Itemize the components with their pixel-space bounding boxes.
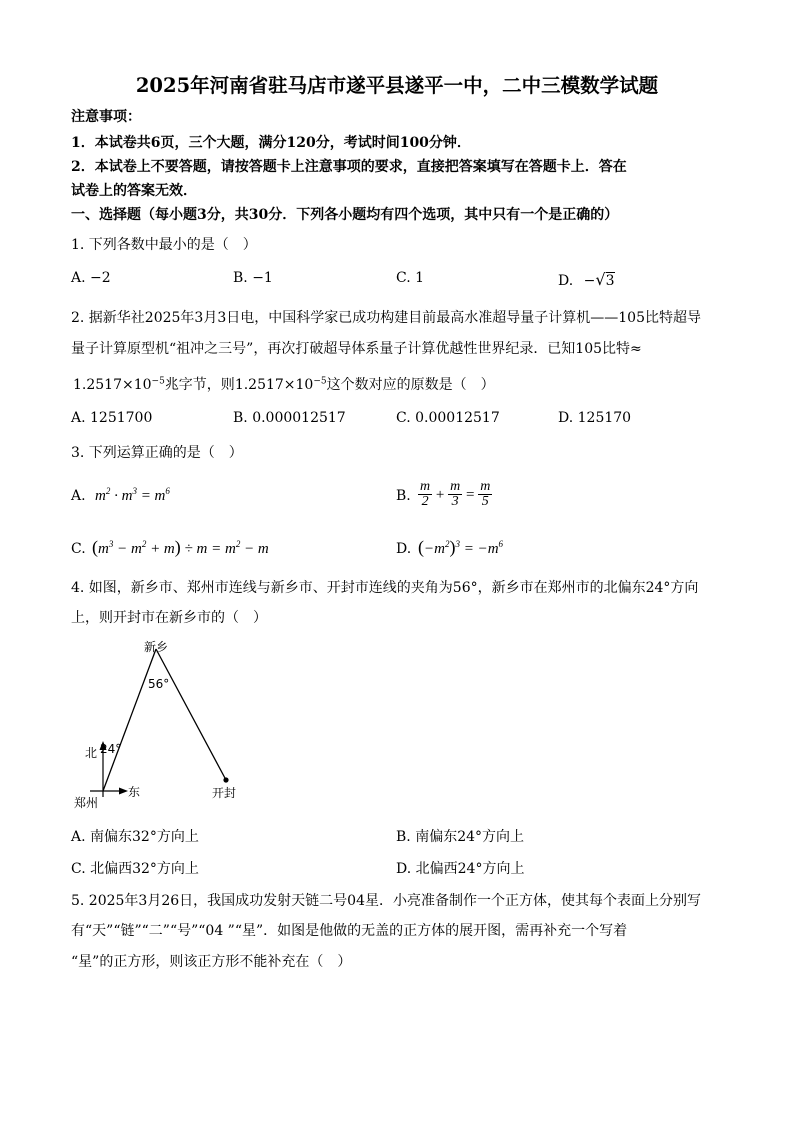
q3-option-b-expr: $\frac{m}{2}$ + $\frac{m}{3}$ = $\frac{m}{5}$ xyxy=(420,479,491,509)
q4-option-a: A. 南偏东32°方向上 xyxy=(71,829,199,845)
q3-option-d-expr: $(-m^2)^3 = -m^6$ xyxy=(418,537,504,557)
q2-option-d: D. 125170 xyxy=(558,410,632,426)
line-zhengzhou-xinxiang xyxy=(103,649,156,791)
q3-option-a-label: A. xyxy=(71,488,86,504)
q1-option-d-sign: − xyxy=(583,273,596,289)
q3-option-a-expr: $m^2 \cdot m^3 = m^6$ xyxy=(95,486,170,504)
q2-option-a: A. 1251700 xyxy=(71,410,153,426)
label-east: 东 xyxy=(128,785,141,799)
q1-option-d-radicand: 3 xyxy=(605,273,615,289)
east-arrow-icon xyxy=(119,788,128,795)
note-2-line1: 2．本试卷上不要答题，请按答题卡上注意事项的要求，直接把答案填写在答题卡上．答在 xyxy=(71,159,627,175)
notes-heading: 注意事项： xyxy=(71,109,141,125)
q2-line3: $1.2517\times 10^{-5}$兆字节，则$1.2517\times 10^{-5}$这个数对应的原数是（ ） xyxy=(73,376,495,393)
q5-line1: 5. 2025年3月26日，我国成功发射天链二号04星．小亮准备制作一个正方体，使其每个表面上分别写 xyxy=(71,893,701,909)
q1-option-c: C. 1 xyxy=(396,270,425,286)
q1-option-a: A. −2 xyxy=(71,270,111,286)
q2-line2: 量子计算原型机“祖冲之三号”，再次打破超导体系量子计算优越性世界纪录．已知105比特≈ xyxy=(71,341,642,357)
section-heading: 一、选择题（每小题3分，共30分．下列各小题均有四个选项，其中只有一个是正确的） xyxy=(71,207,619,223)
q1-option-b: B. −1 xyxy=(233,270,273,286)
sqrt-symbol: √ xyxy=(595,270,606,289)
q1-option-d-label: D. xyxy=(558,273,574,289)
q2-option-b: B. 0.000012517 xyxy=(233,410,346,426)
label-north: 北 xyxy=(85,746,98,760)
page-title: 2025年河南省驻马店市遂平县遂平一中，二中三模数学试题 xyxy=(135,74,659,97)
q4-line2: 上，则开封市在新乡市的（ ） xyxy=(71,610,267,626)
label-angle-56: 56° xyxy=(148,677,170,691)
note-2-line2: 试卷上的答案无效． xyxy=(71,183,197,199)
note-1: 1．本试卷共6页，三个大题，满分120分，考试时间100分钟． xyxy=(71,135,471,151)
q4-option-d: D. 北偏西24°方向上 xyxy=(396,861,525,877)
q4-direction-figure xyxy=(70,635,270,815)
label-kaifeng: 开封 xyxy=(212,786,237,800)
line-xinxiang-kaifeng xyxy=(156,649,226,780)
label-xinxiang: 新乡 xyxy=(144,640,169,654)
q3-option-d-label: D. xyxy=(396,541,412,557)
q2-line1: 2. 据新华社2025年3月3日电，中国科学家已成功构建目前最高水准超导量子计算机——105比特超导 xyxy=(71,310,701,326)
q5-line2: 有“天”“链”“二”“号”“04 ”“星”．如图是他做的无盖的正方体的展开图，需再补充一个写着 xyxy=(71,923,628,939)
q5-line3: “星”的正方形，则该正方形不能补充在（ ） xyxy=(71,954,352,970)
q4-line1: 4. 如图，新乡市、郑州市连线与新乡市、开封市连线的夹角为56°，新乡市在郑州市的北偏东24°方向 xyxy=(71,580,699,596)
label-angle-24: 24° xyxy=(100,742,122,756)
q3-option-c-label: C. xyxy=(71,541,86,557)
q3-option-c-expr: $(m^3 - m^2 + m) \div m = m^2 - m$ xyxy=(92,537,269,557)
q1-option-d xyxy=(558,270,615,289)
label-zhengzhou: 郑州 xyxy=(74,796,99,810)
q3-option-b-label: B. xyxy=(396,488,411,504)
q4-option-b: B. 南偏东24°方向上 xyxy=(396,829,525,845)
q4-option-c: C. 北偏西32°方向上 xyxy=(71,861,199,877)
q1-stem: 1. 下列各数中最小的是（ ） xyxy=(71,237,257,253)
kaifeng-point xyxy=(223,777,228,782)
q2-option-c: C. 0.00012517 xyxy=(396,410,500,426)
q3-stem: 3. 下列运算正确的是（ ） xyxy=(71,445,243,461)
